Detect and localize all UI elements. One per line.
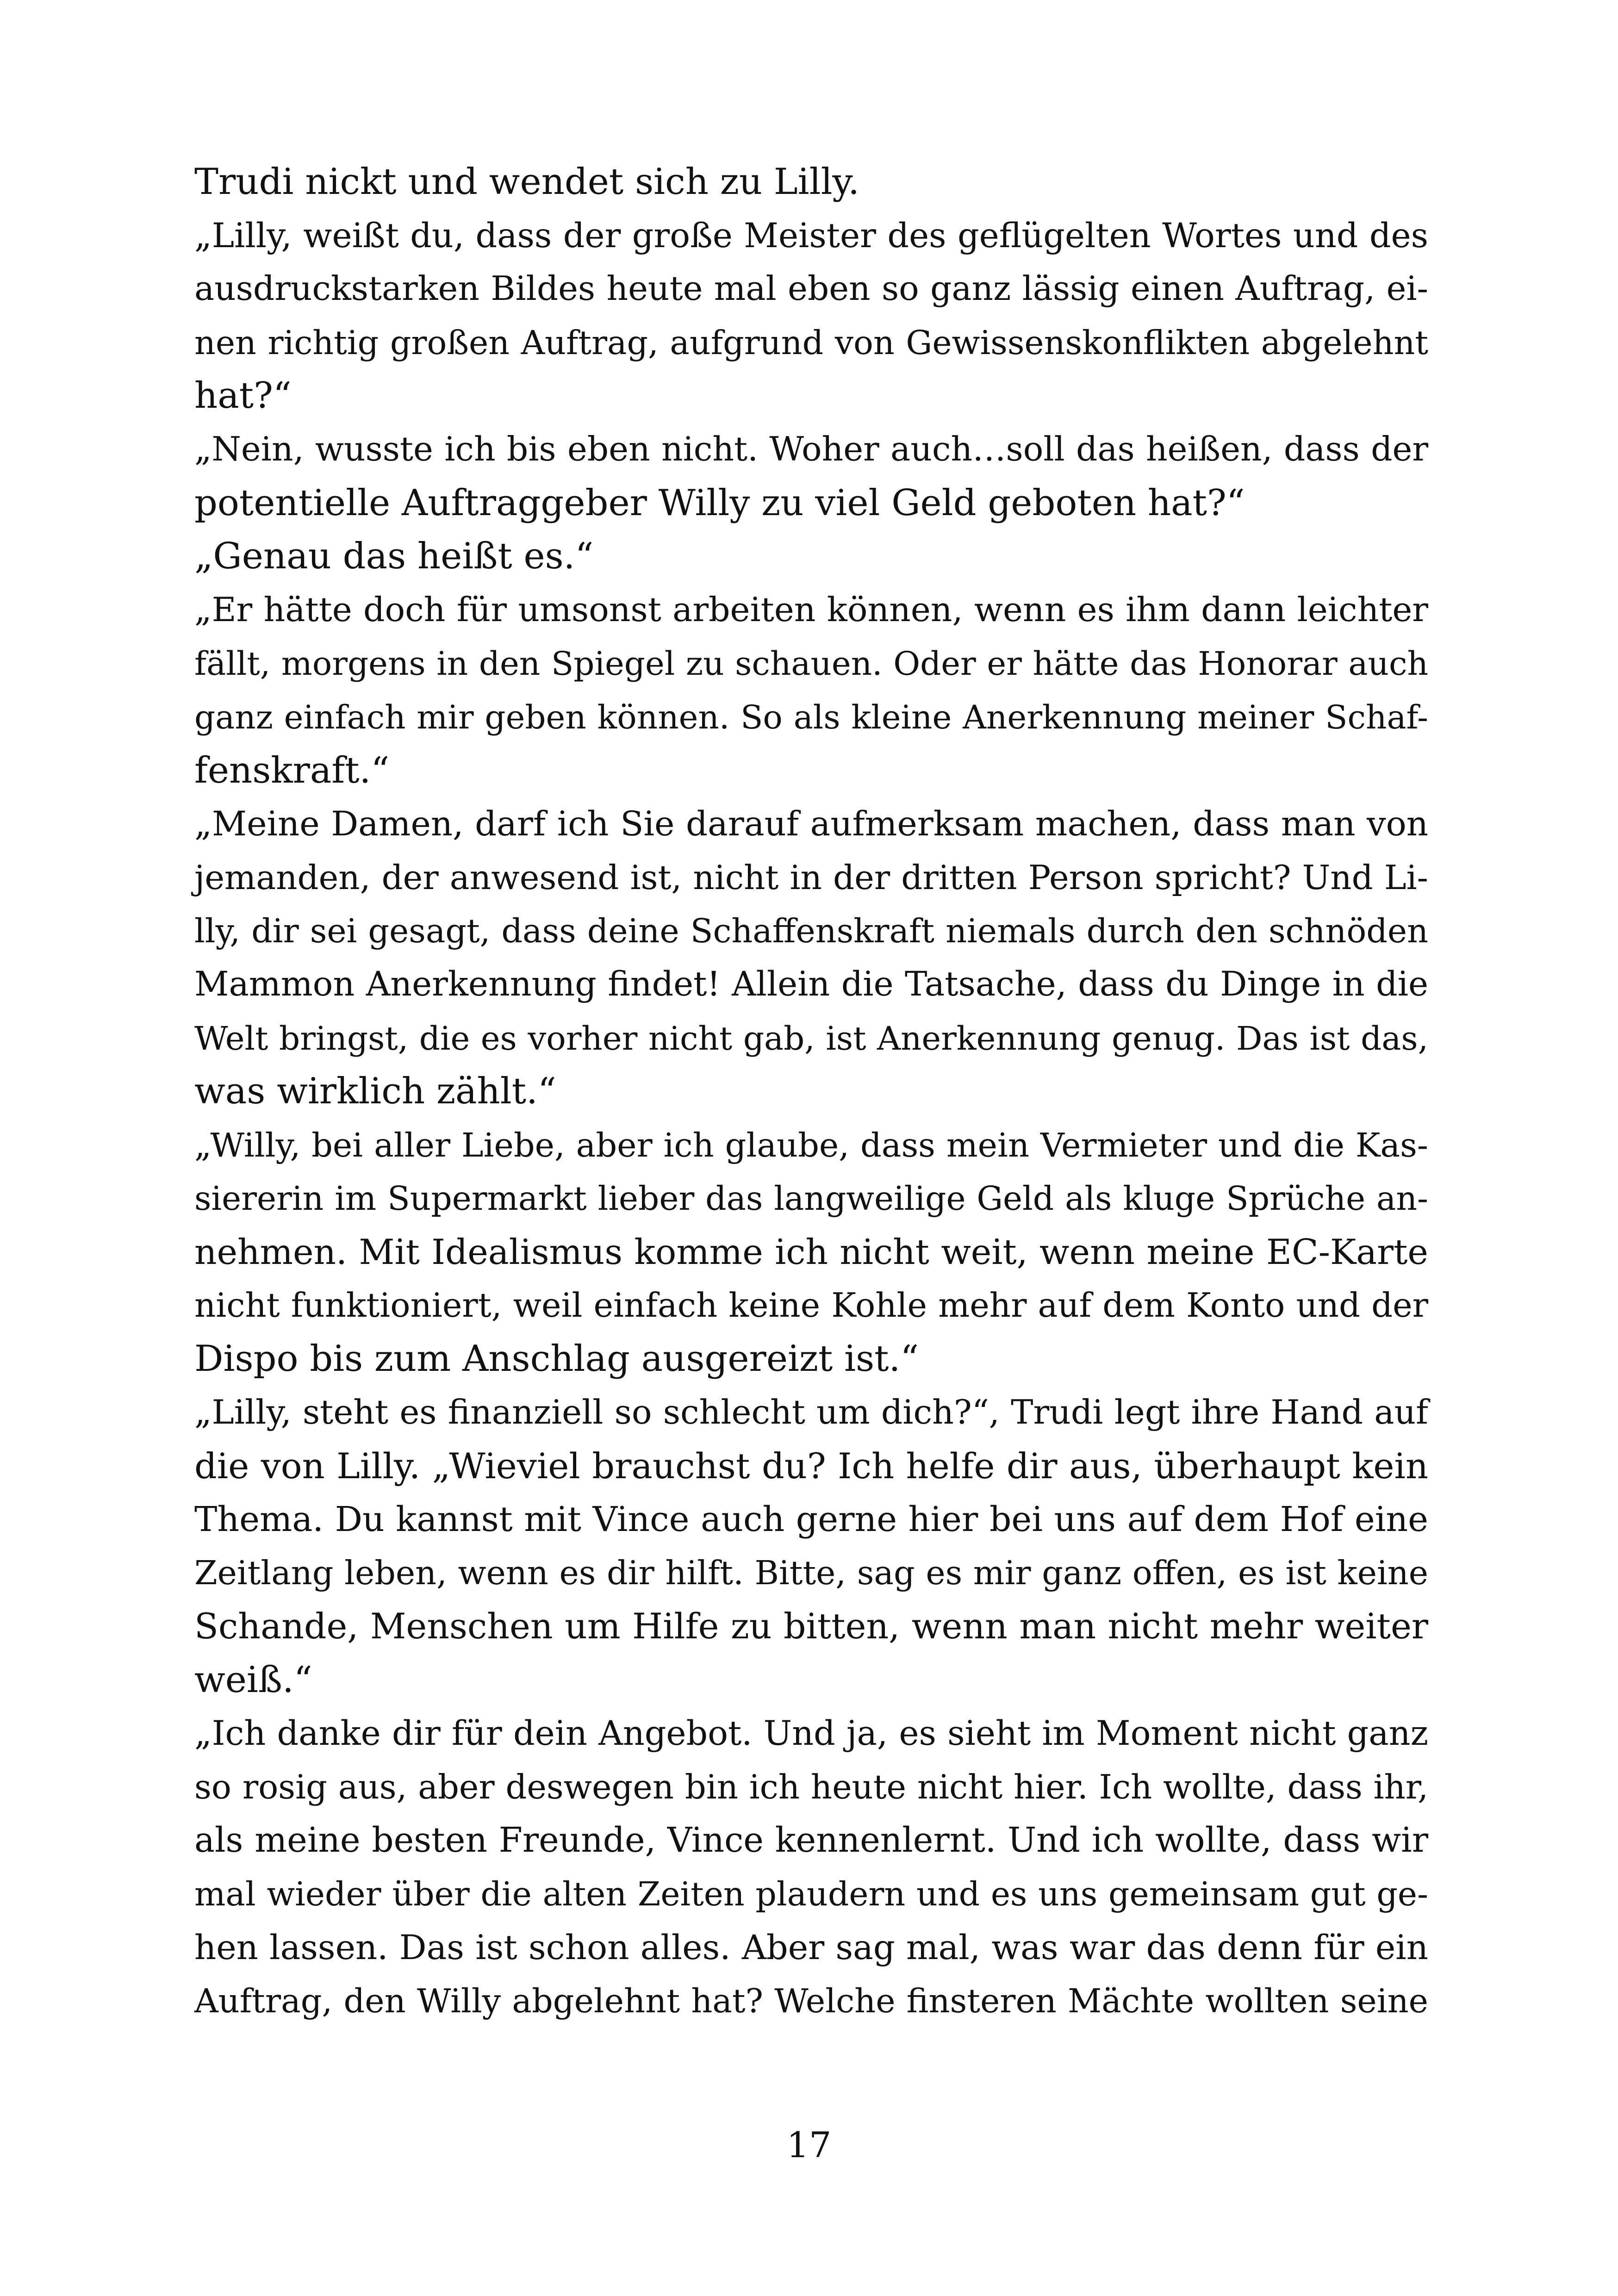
text-line: nicht funktioniert, weil einfach keine Kohle mehr auf dem Konto und der: [194, 1286, 1428, 1325]
text-line: „Nein, wusste ich bis eben nicht. Woher auch…soll das heißen, dass der: [194, 429, 1428, 469]
text-line: „Genau das heißt es.“: [194, 535, 594, 578]
text-line: jemanden, der anwesend ist, nicht in der dritten Person spricht? Und Li-: [194, 858, 1428, 897]
text-line: siererin im Supermarkt lieber das langweilige Geld als kluge Sprüche an-: [194, 1179, 1428, 1218]
text-line: mal wieder über die alten Zeiten plaudern und es uns gemeinsam gut ge-: [194, 1875, 1428, 1913]
text-line: so rosig aus, aber deswegen bin ich heute nicht hier. Ich wollte, dass ihr,: [194, 1767, 1428, 1806]
text-line: „Lilly, steht es finanziell so schlecht um dich?“, Trudi legt ihre Hand auf: [194, 1393, 1428, 1432]
text-line: Auftrag, den Willy abgelehnt hat? Welche finsteren Mächte wollten seine: [194, 1982, 1428, 2021]
text-line: weiß.“: [194, 1659, 312, 1701]
text-line: „Willy, bei aller Liebe, aber ich glaube, dass mein Vermieter und die Kas-: [194, 1126, 1428, 1164]
text-line: Welt bringst, die es vorher nicht gab, ist Anerkennung genug. Das ist das,: [194, 1019, 1428, 1058]
text-line: nehmen. Mit Idealismus komme ich nicht weit, wenn meine EC-Karte: [194, 1231, 1428, 1272]
text-line: Dispo bis zum Anschlag ausgereizt ist.“: [194, 1338, 919, 1380]
text-line: die von Lilly. „Wieviel brauchst du? Ich helfe dir aus, überhaupt kein: [194, 1445, 1428, 1487]
text-line: nen richtig großen Auftrag, aufgrund von Gewissenskonflikten abgelehnt: [194, 323, 1428, 362]
text-line: was wirklich zählt.“: [194, 1070, 556, 1113]
text-line: potentielle Auftraggeber Willy zu viel Geld geboten hat?“: [194, 482, 1245, 524]
body-text: [194, 156, 1428, 2028]
page-number: 17: [786, 2124, 832, 2165]
text-line: fällt, morgens in den Spiegel zu schauen. Oder er hätte das Honorar auch: [194, 644, 1428, 683]
text-line: Schande, Menschen um Hilfe zu bitten, wenn man nicht mehr weiter: [194, 1606, 1428, 1647]
text-line: hat?“: [194, 375, 292, 417]
text-line: lly, dir sei gesagt, dass deine Schaffenskraft niemals durch den schnöden: [194, 912, 1428, 951]
text-line: ausdruckstarken Bildes heute mal eben so ganz lässig einen Auftrag, ei-: [194, 269, 1428, 309]
text-line: „Meine Damen, darf ich Sie darauf aufmerksam machen, dass man von: [194, 804, 1428, 844]
text-line: Thema. Du kannst mit Vince auch gerne hier bei uns auf dem Hof eine: [194, 1499, 1428, 1539]
text-line: „Er hätte doch für umsonst arbeiten können, wenn es ihm dann leichter: [194, 590, 1428, 629]
text-line: ganz einfach mir geben können. So als kleine Anerkennung meiner Schaf-: [194, 697, 1428, 736]
text-line: Mammon Anerkennung findet! Allein die Tatsache, dass du Dinge in die: [194, 964, 1428, 1004]
text-line: hen lassen. Das ist schon alles. Aber sag mal, was war das denn für ein: [194, 1928, 1428, 1967]
text-line: als meine besten Freunde, Vince kennenlernt. Und ich wollte, dass wir: [194, 1821, 1428, 1860]
text-line: Zeitlang leben, wenn es dir hilft. Bitte, sag es mir ganz offen, es ist keine: [194, 1554, 1428, 1593]
text-line: „Ich danke dir für dein Angebot. Und ja, es sieht im Moment nicht ganz: [194, 1714, 1428, 1754]
text-line: Trudi nickt und wendet sich zu Lilly.: [194, 161, 860, 203]
text-line: fenskraft.“: [194, 749, 390, 791]
text-line: „Lilly, weißt du, dass der große Meister des geflügelten Wortes und des: [194, 216, 1428, 255]
